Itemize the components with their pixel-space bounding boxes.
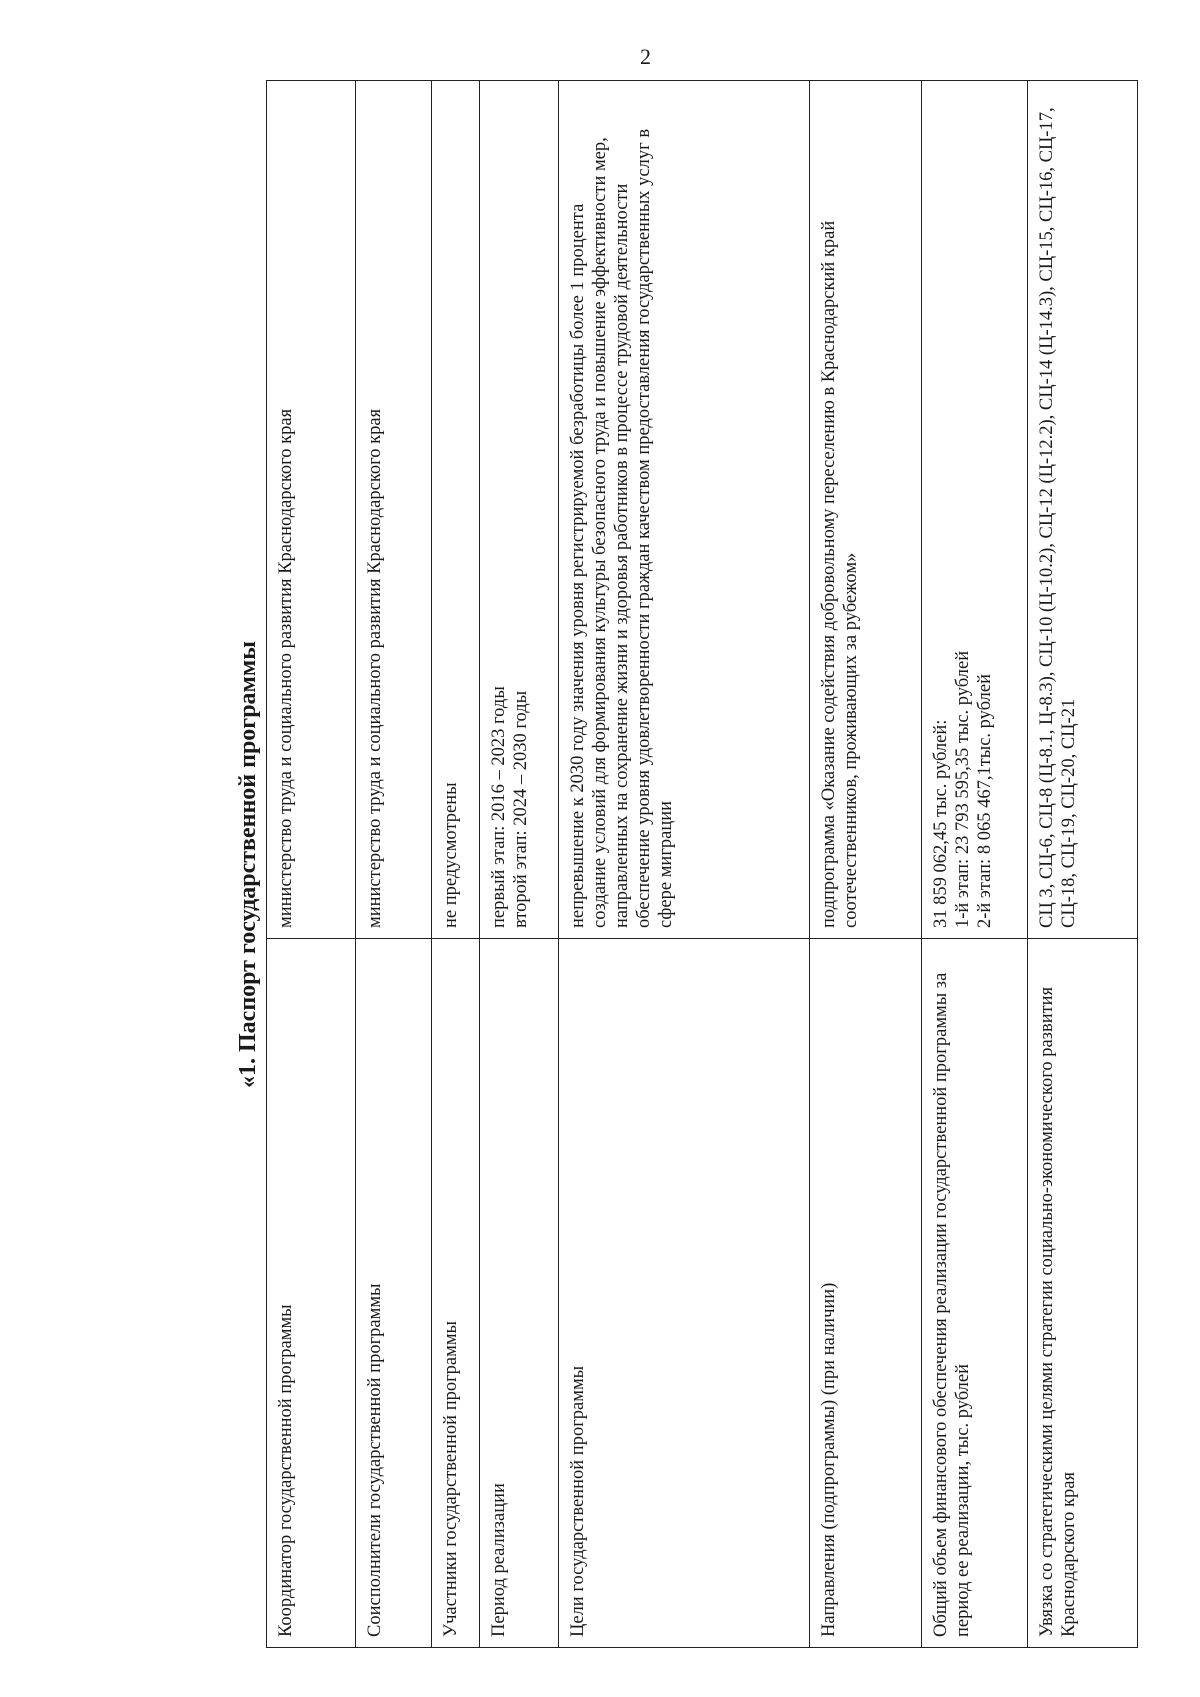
value-line: 31 859 062,45 тыс. рублей: [931, 719, 952, 928]
value-line: не предусмотрены [440, 782, 461, 928]
row-label: Цели государственной программы [558, 939, 810, 1648]
row-value [431, 81, 480, 939]
row-value [810, 81, 922, 939]
value-line: непревышение к 2030 году значения уровня регистрируемой безработицы более 1 процента [567, 203, 588, 928]
row-value [480, 81, 558, 939]
row-label: Участники государственной программы [431, 939, 480, 1648]
row-label: Направления (подпрограммы) (при наличии) [810, 939, 922, 1648]
table-row [355, 81, 431, 1648]
value-line: министерство труда и социального развития Краснодарского края [276, 408, 296, 928]
table-row [558, 81, 810, 1648]
row-value [558, 81, 810, 939]
value-line: создание условий для формирования культуры безопасного труда и повышение эффективности мер, направленных на сохранение жизни и здоровья работников в процессе трудовой деятельности [589, 137, 632, 928]
table-row [1028, 81, 1138, 1648]
table-row [267, 81, 356, 1648]
row-value [1028, 81, 1138, 939]
document-title: «1. Паспорт государственной программы [235, 641, 261, 1088]
passport-table [266, 80, 1138, 1648]
row-label: Соисполнители государственной программы [355, 939, 431, 1648]
value-line: 1-й этап: 23 793 595,35 тыс. рублей [953, 650, 974, 928]
value-line: первый этап: 2016 – 2023 годы [489, 686, 510, 928]
value-line: СЦ 3, СЦ-6, СЦ-8 (Ц-8.1, Ц-8.3), СЦ-10 (Ц-10.2), СЦ-12 (Ц-12.2), СЦ-14 (Ц-14.3), СЦ-15, СЦ-16, СЦ-17, СЦ-18, СЦ-19, СЦ-20, СЦ-21 [1037, 107, 1079, 928]
row-value [922, 81, 1028, 939]
value-line: 2-й этап: 8 065 467,1тыс. рублей [975, 674, 996, 928]
rotated-page-content [218, 81, 1138, 1648]
row-label: Координатор государственной программы [267, 939, 356, 1648]
row-value [355, 81, 431, 939]
table-row [480, 81, 558, 1648]
row-value [267, 81, 356, 939]
page-number: 2 [640, 44, 651, 69]
row-label: Период реализации [480, 939, 558, 1648]
value-line: министерство труда и социального развития Краснодарского края [364, 408, 385, 928]
table-row [922, 81, 1028, 1648]
value-line: обеспечение уровня удовлетворенности граждан качеством предоставления государственных услуг в сфере миграции [633, 128, 676, 928]
value-line: подпрограмма «Оказание содействия добровольному переселению в Краснодарский край соотечественников, проживающих за рубежом» [819, 220, 862, 928]
table-row [431, 81, 480, 1648]
table-row [810, 81, 922, 1648]
value-line: второй этап: 2024 – 2030 годы [511, 690, 532, 928]
row-label: Увязка со стратегическими целями стратегии социально-экономического развития Краснодарского края [1028, 939, 1138, 1648]
row-label: Общий объем финансового обеспечения реализации государственной программы за период ее реализации, тыс. рублей [922, 939, 1028, 1648]
